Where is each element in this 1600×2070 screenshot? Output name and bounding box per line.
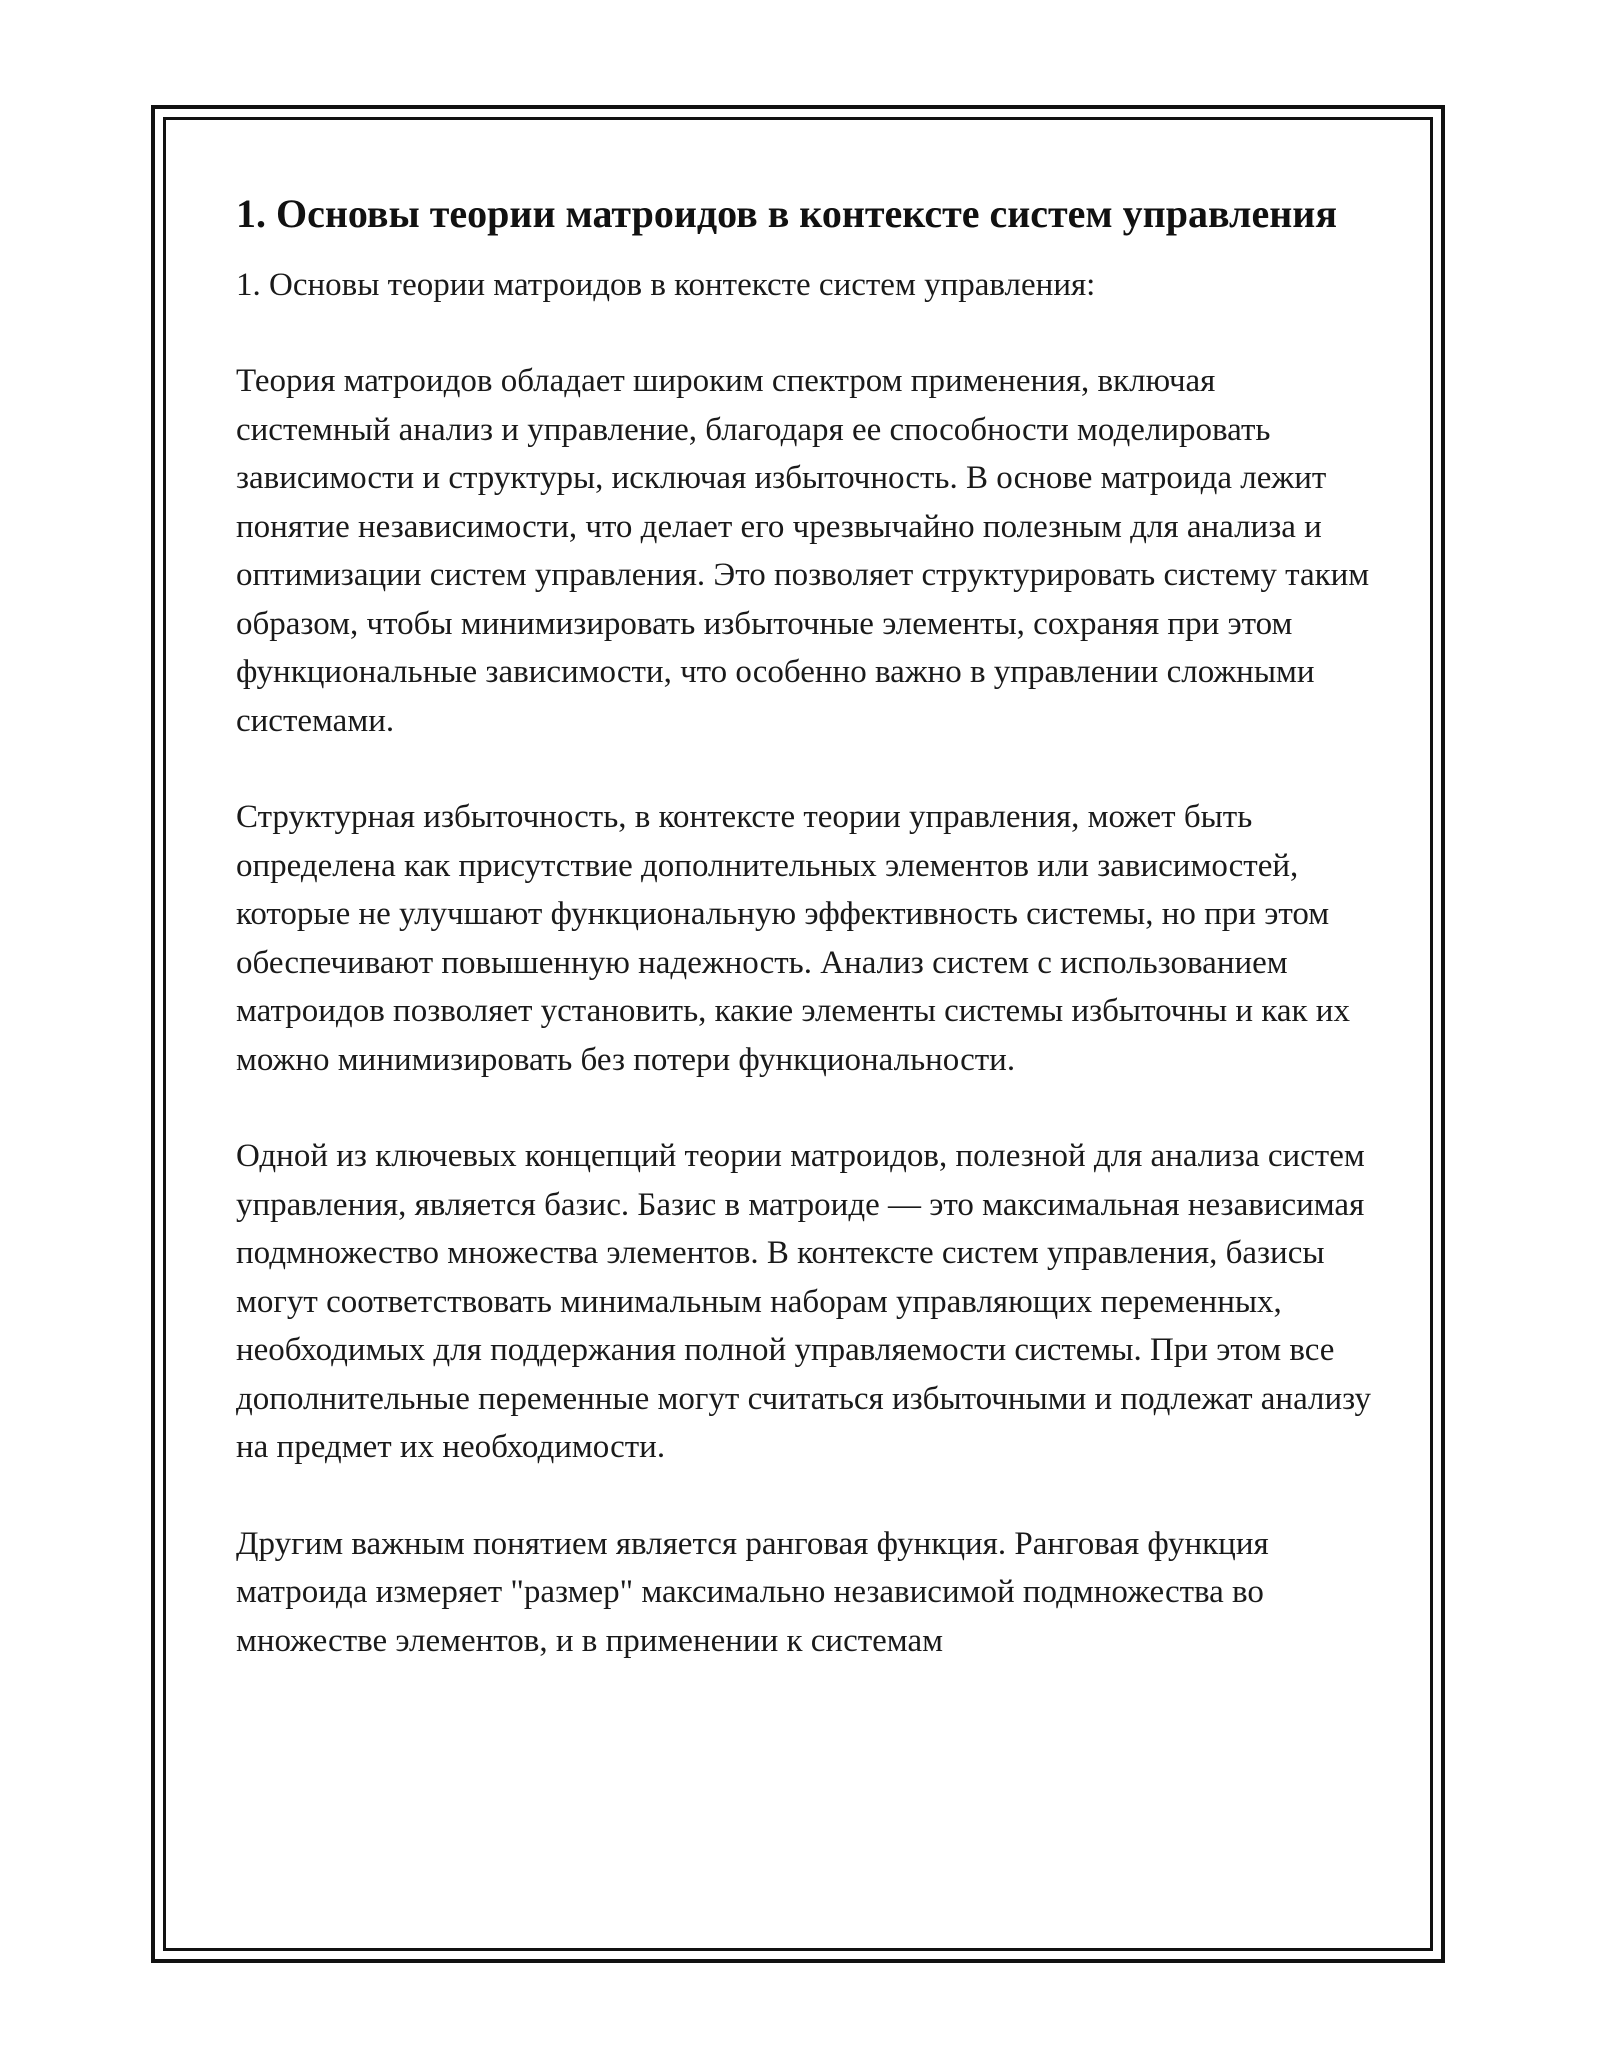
section-lead: 1. Основы теории матроидов в контексте систем управления: <box>236 267 1096 303</box>
paragraph-structural-redundancy: Структурная избыточность, в контексте теории управления, может быть определена как присутствие дополнительных элементов или зависимостей, которые не улучшают функциональную эффективность системы, но при этом обеспечивают повышенную надежность. Анализ систем с использованием матроидов позволяет установить, какие элементы системы избыточны и как их можно минимизировать без потери функциональности. <box>236 799 1350 1078</box>
section-heading: 1. Основы теории матроидов в контексте систем управления <box>236 191 1337 236</box>
paragraph-basis: Одной из ключевых концепций теории матроидов, полезной для анализа систем управления, является базис. Базис в матроиде — это максимальная независимая подмножество множества элементов. В контексте систем управления, базисы могут соответствовать минимальным наборам управляющих переменных, необходимых для поддержания полной управляемости системы. При этом все дополнительные переменные могут считаться избыточными и подлежат анализу на предмет их необходимости. <box>236 1138 1372 1465</box>
document-body <box>236 186 1376 1713</box>
paragraph-matroid-theory: Теория матроидов обладает широким спектром применения, включая системный анализ и управление, благодаря ее способности моделировать зависимости и структуры, исключая избыточность. В основе матроида лежит понятие независимости, что делает его чрезвычайно полезным для анализа и оптимизации систем управления. Это позволяет структурировать систему таким образом, чтобы минимизировать избыточные элементы, сохраняя при этом функциональные зависимости, что особенно важно в управлении сложными системами. <box>236 363 1370 739</box>
paragraph-rank-function: Другим важным понятием является ранговая функция. Ранговая функция матроида измеряет "размер" максимально независимой подмножества во множестве элементов, и в применении к системам <box>236 1525 1269 1659</box>
